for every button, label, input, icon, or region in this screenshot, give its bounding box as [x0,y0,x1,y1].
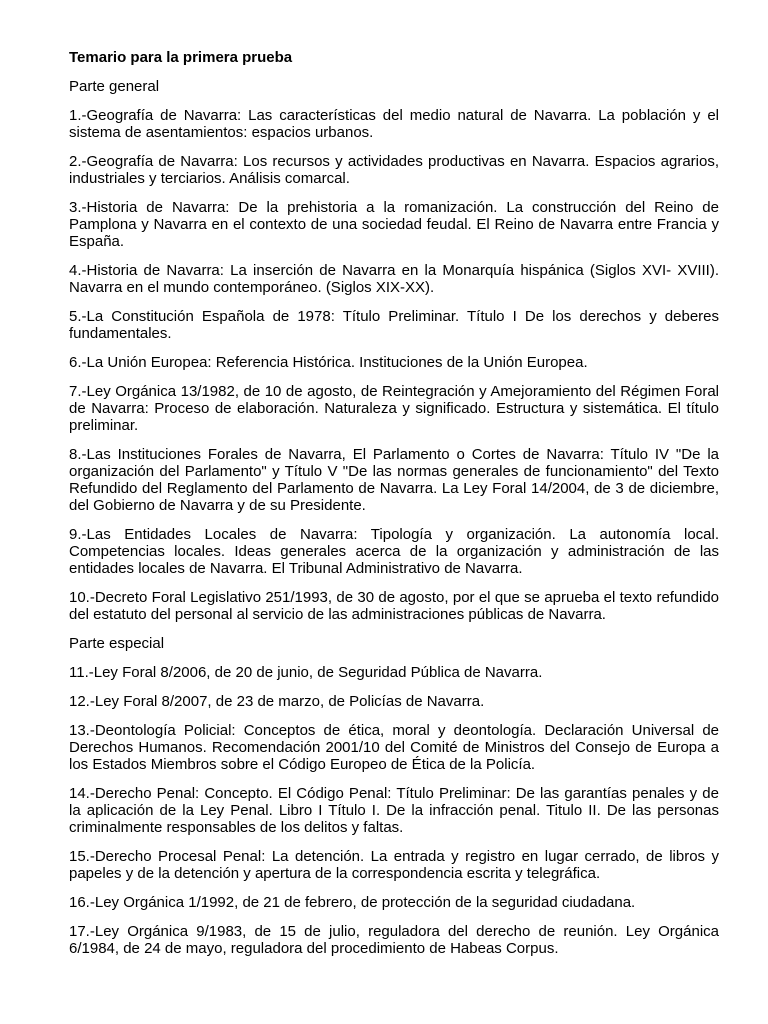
list-item: 15.-Derecho Procesal Penal: La detención. La entrada y registro en lugar cerrado, de libros y papeles y de la detención y apertura de la correspondencia escrita y telegráfica. [69,848,719,882]
section-heading-general: Parte general [69,78,160,95]
document-page [69,49,719,969]
list-item: 1.-Geografía de Navarra: Las características del medio natural de Navarra. La población y el sistema de asentamientos: espacios urbanos. [69,107,719,141]
list-item: 16.-Ley Orgánica 1/1992, de 21 de febrero, de protección de la seguridad ciudadana. [69,894,636,911]
list-item: 5.-La Constitución Española de 1978: Título Preliminar. Título I De los derechos y deberes fundamentales. [69,308,719,342]
list-item: 4.-Historia de Navarra: La inserción de Navarra en la Monarquía hispánica (Siglos XVI- XVIII). Navarra en el mundo contemporáneo. (Siglos XIX-XX). [69,262,719,296]
list-item: 10.-Decreto Foral Legislativo 251/1993, de 30 de agosto, por el que se aprueba el texto refundido del estatuto del personal al servicio de las administraciones públicas de Navarra. [69,589,719,623]
list-item: 13.-Deontología Policial: Conceptos de ética, moral y deontología. Declaración Universal de Derechos Humanos. Recomendación 2001/10 del Comité de Ministros del Consejo de Europa a los Estados Miembros sobre el Código Europeo de Ética de la Policía. [69,722,719,773]
list-item: 6.-La Unión Europea: Referencia Histórica. Instituciones de la Unión Europea. [69,354,588,371]
list-item: 17.-Ley Orgánica 9/1983, de 15 de julio, reguladora del derecho de reunión. Ley Orgánica 6/1984, de 24 de mayo, reguladora del procedimiento de Habeas Corpus. [69,923,719,957]
list-item: 9.-Las Entidades Locales de Navarra: Tipología y organización. La autonomía local. Competencias locales. Ideas generales acerca de la organización y administración de las entidades locales de Navarra. El Tribunal Administrativo de Navarra. [69,526,719,577]
list-item: 3.-Historia de Navarra: De la prehistoria a la romanización. La construcción del Reino de Pamplona y Navarra en el contexto de una sociedad feudal. El Reino de Navarra entre Francia y España. [69,199,719,250]
list-item: 8.-Las Instituciones Forales de Navarra, El Parlamento o Cortes de Navarra: Título IV "De la organización del Parlamento" y Título V "De las normas generales de funcionamiento" del Texto Refundido del Reglamento del Parlamento de Navarra. La Ley Foral 14/2004, de 3 de diciembre, del Gobierno de Navarra y de su Presidente. [69,446,719,514]
document-title: Temario para la primera prueba [69,49,293,66]
list-item: 11.-Ley Foral 8/2006, de 20 de junio, de Seguridad Pública de Navarra. [69,664,543,681]
list-item: 2.-Geografía de Navarra: Los recursos y actividades productivas en Navarra. Espacios agrarios, industriales y terciarios. Análisis comarcal. [69,153,719,187]
list-item: 12.-Ley Foral 8/2007, de 23 de marzo, de Policías de Navarra. [69,693,485,710]
list-item: 14.-Derecho Penal: Concepto. El Código Penal: Título Preliminar: De las garantías penales y de la aplicación de la Ley Penal. Libro I Título I. De la infracción penal. Titulo II. De las personas criminalmente responsables de los delitos y faltas. [69,785,719,836]
list-item: 7.-Ley Orgánica 13/1982, de 10 de agosto, de Reintegración y Amejoramiento del Régimen Foral de Navarra: Proceso de elaboración. Naturaleza y significado. Estructura y sistemática. El título preliminar. [69,383,719,434]
section-heading-especial: Parte especial [69,635,165,652]
